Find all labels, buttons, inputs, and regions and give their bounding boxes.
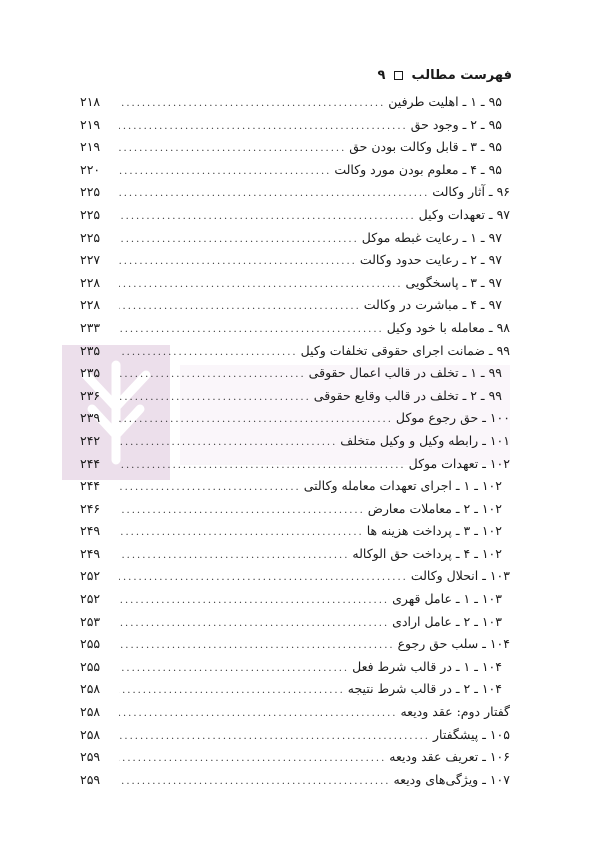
square-icon	[394, 71, 403, 80]
toc-entry[interactable]	[80, 410, 510, 433]
toc-entry[interactable]	[80, 478, 510, 501]
dot-leader	[119, 505, 365, 516]
toc-entry[interactable]	[80, 659, 510, 682]
toc-entry-page: ۲۵۲	[80, 591, 101, 607]
toc-entry-page: ۲۴۹	[80, 545, 101, 561]
toc-entry-title: ۹۹ ـ ۲ ـ تخلف در قالب وقایع حقوقی	[313, 387, 502, 403]
header-title: فهرست مطالب	[411, 68, 512, 83]
toc-entry-page: ۲۵۵	[80, 636, 101, 652]
page-header	[80, 68, 512, 83]
toc-entry-page: ۲۵۲	[80, 568, 101, 584]
toc-entry-title: ۱۰۱ ـ رابطه وکیل و وکیل متخلف	[340, 432, 510, 448]
toc-entry-page: ۲۲۰	[80, 161, 101, 177]
dot-leader	[119, 211, 416, 222]
toc-entry-title: ۱۰۴ ـ ۱ ـ در قالب شرط فعل	[352, 658, 502, 674]
toc-entry-page: ۲۴۴	[80, 455, 101, 471]
toc-entry-page: ۲۱۸	[80, 94, 101, 109]
toc-entry[interactable]	[80, 456, 510, 479]
toc-entry-title: ۱۰۰ ـ حق رجوع موکل	[395, 410, 510, 426]
toc-entry[interactable]	[80, 365, 510, 388]
dot-leader	[119, 234, 359, 245]
dot-leader	[119, 98, 385, 109]
toc-entry-title: ۱۰۵ ـ پیشگفتار	[432, 726, 510, 742]
toc-entry-page: ۲۵۸	[80, 704, 101, 720]
toc-entry-title: ۱۰۲ ـ ۲ ـ معاملات معارض	[367, 500, 502, 516]
toc-entry[interactable]	[80, 749, 510, 772]
toc-entry-page: ۲۳۵	[80, 365, 101, 381]
dot-leader	[119, 460, 406, 471]
dot-leader	[119, 482, 301, 493]
toc-entry-title: ۹۵ ـ ۱ ـ اهلیت طرفین	[388, 94, 502, 109]
toc-entry[interactable]	[80, 501, 510, 524]
dot-leader	[119, 347, 298, 358]
toc-entry-page: ۲۲۵	[80, 229, 101, 245]
toc-entry-title: ۹۵ ـ ۴ ـ معلوم بودن مورد وکالت	[334, 161, 502, 177]
toc-entry-page: ۲۲۵	[80, 184, 101, 200]
toc-entry[interactable]	[80, 184, 510, 207]
dot-leader	[119, 776, 390, 787]
dot-leader	[119, 685, 345, 696]
toc-entry-title: ۱۰۳ ـ ۱ ـ عامل قهری	[392, 591, 502, 607]
toc-entry-title: ۱۰۴ ـ ۲ ـ در قالب شرط نتیجه	[347, 681, 502, 697]
toc-entry-page: ۲۲۸	[80, 297, 101, 313]
toc-entry[interactable]	[80, 117, 510, 140]
toc-entry-page: ۲۴۶	[80, 500, 101, 516]
dot-leader	[119, 414, 393, 425]
toc-entry-title: ۹۷ ـ ۴ ـ مباشرت در وکالت	[363, 297, 502, 313]
toc-entry-title: ۱۰۲ ـ ۴ ـ پرداخت حق الوکاله	[352, 545, 502, 561]
toc-entry-title: ۱۰۳ ـ انحلال وکالت	[410, 568, 510, 584]
toc-entry-title: ۹۹ ـ ۱ ـ تخلف در قالب اعمال حقوقی	[308, 365, 502, 381]
dot-leader	[119, 188, 429, 199]
toc-entry[interactable]	[80, 230, 510, 253]
dot-leader	[119, 595, 389, 606]
toc-entry[interactable]	[80, 704, 510, 727]
toc-entry-title: ۹۷ ـ ۲ ـ رعایت حدود وکالت	[359, 252, 502, 268]
dot-leader	[119, 731, 430, 742]
table-of-contents	[80, 94, 510, 794]
dot-leader	[119, 392, 311, 403]
dot-leader	[119, 640, 395, 651]
toc-entry-title: ۹۷ ـ ۱ ـ رعایت غبطه موکل	[361, 229, 502, 245]
toc-entry-page: ۲۴۲	[80, 432, 101, 448]
toc-entry-page: ۲۳۵	[80, 342, 101, 358]
toc-entry-page: ۲۴۴	[80, 478, 101, 494]
header-page-number: ۹	[377, 68, 386, 83]
toc-entry-page: ۲۳۶	[80, 387, 101, 403]
toc-entry-page: ۲۵۹	[80, 749, 101, 765]
toc-entry[interactable]	[80, 614, 510, 637]
toc-entry-page: ۲۱۹	[80, 116, 101, 132]
toc-entry[interactable]	[80, 591, 510, 614]
dot-leader	[119, 121, 408, 132]
toc-entry[interactable]	[80, 523, 510, 546]
toc-entry[interactable]	[80, 388, 510, 411]
toc-entry[interactable]	[80, 275, 510, 298]
toc-entry[interactable]	[80, 568, 510, 591]
toc-entry-title: ۱۰۲ ـ تعهدات موکل	[408, 455, 510, 471]
dot-leader	[119, 279, 403, 290]
toc-entry[interactable]	[80, 343, 510, 366]
dot-leader	[119, 324, 384, 335]
toc-entry-page: ۲۲۸	[80, 274, 101, 290]
toc-entry-title: ۱۰۳ ـ ۲ ـ عامل ارادی	[392, 613, 502, 629]
dot-leader	[119, 753, 386, 764]
toc-entry-title: گفتار دوم: عقد ودیعه	[400, 704, 510, 720]
toc-entry-page: ۲۵۵	[80, 658, 101, 674]
dot-leader	[119, 301, 361, 312]
toc-entry-title: ۹۶ ـ آثار وکالت	[432, 184, 510, 200]
toc-entry-page: ۲۲۷	[80, 252, 101, 268]
toc-entry-title: ۱۰۶ ـ تعریف عقد ودیعه	[389, 749, 510, 765]
toc-entry-page: ۲۳۳	[80, 319, 101, 335]
toc-entry[interactable]	[80, 636, 510, 659]
toc-entry[interactable]	[80, 252, 510, 275]
dot-leader	[119, 527, 364, 538]
toc-entry[interactable]	[80, 139, 510, 162]
dot-leader	[119, 618, 389, 629]
toc-entry[interactable]	[80, 297, 510, 320]
toc-entry-title: ۱۰۷ ـ ویژگی‌های ودیعه	[393, 771, 510, 787]
toc-entry[interactable]	[80, 94, 510, 117]
toc-entry[interactable]	[80, 546, 510, 569]
dot-leader	[119, 143, 346, 154]
toc-entry[interactable]	[80, 772, 510, 795]
dot-leader	[119, 437, 337, 448]
dot-leader	[119, 369, 306, 380]
toc-entry-title: ۱۰۲ ـ ۱ ـ اجرای تعهدات معامله وکالتی	[303, 478, 502, 494]
toc-entry-title: ۹۵ ـ ۳ ـ قابل وکالت بودن حق	[349, 139, 502, 155]
dot-leader	[119, 572, 408, 583]
toc-entry-page: ۲۵۳	[80, 613, 101, 629]
toc-entry-title: ۹۷ ـ تعهدات وکیل	[418, 206, 510, 222]
toc-entry-title: ۱۰۲ ـ ۳ ـ پرداخت هزینه ها	[366, 523, 502, 539]
toc-entry-title: ۱۰۴ ـ سلب حق رجوع	[397, 636, 510, 652]
toc-entry[interactable]	[80, 162, 510, 185]
toc-entry-page: ۲۲۵	[80, 206, 101, 222]
toc-entry-page: ۲۵۹	[80, 771, 101, 787]
toc-entry-title: ۹۷ ـ ۳ ـ پاسخگویی	[405, 274, 502, 290]
toc-entry[interactable]	[80, 207, 510, 230]
dot-leader	[119, 708, 397, 719]
toc-entry-page: ۲۱۹	[80, 139, 101, 155]
toc-entry-page: ۲۵۸	[80, 681, 101, 697]
toc-entry-title: ۹۹ ـ ضمانت اجرای حقوقی تخلفات وکیل	[300, 342, 510, 358]
toc-entry[interactable]	[80, 433, 510, 456]
toc-entry-page: ۲۵۸	[80, 726, 101, 742]
toc-entry[interactable]	[80, 727, 510, 750]
toc-entry-page: ۲۳۹	[80, 410, 101, 426]
toc-entry[interactable]	[80, 681, 510, 704]
toc-entry[interactable]	[80, 320, 510, 343]
dot-leader	[119, 663, 349, 674]
toc-entry-page: ۲۴۹	[80, 523, 101, 539]
dot-leader	[119, 256, 357, 267]
toc-entry-title: ۹۵ ـ ۲ ـ وجود حق	[410, 116, 502, 132]
dot-leader	[119, 166, 331, 177]
dot-leader	[119, 550, 349, 561]
toc-entry-title: ۹۸ ـ معامله با خود وکیل	[386, 319, 510, 335]
